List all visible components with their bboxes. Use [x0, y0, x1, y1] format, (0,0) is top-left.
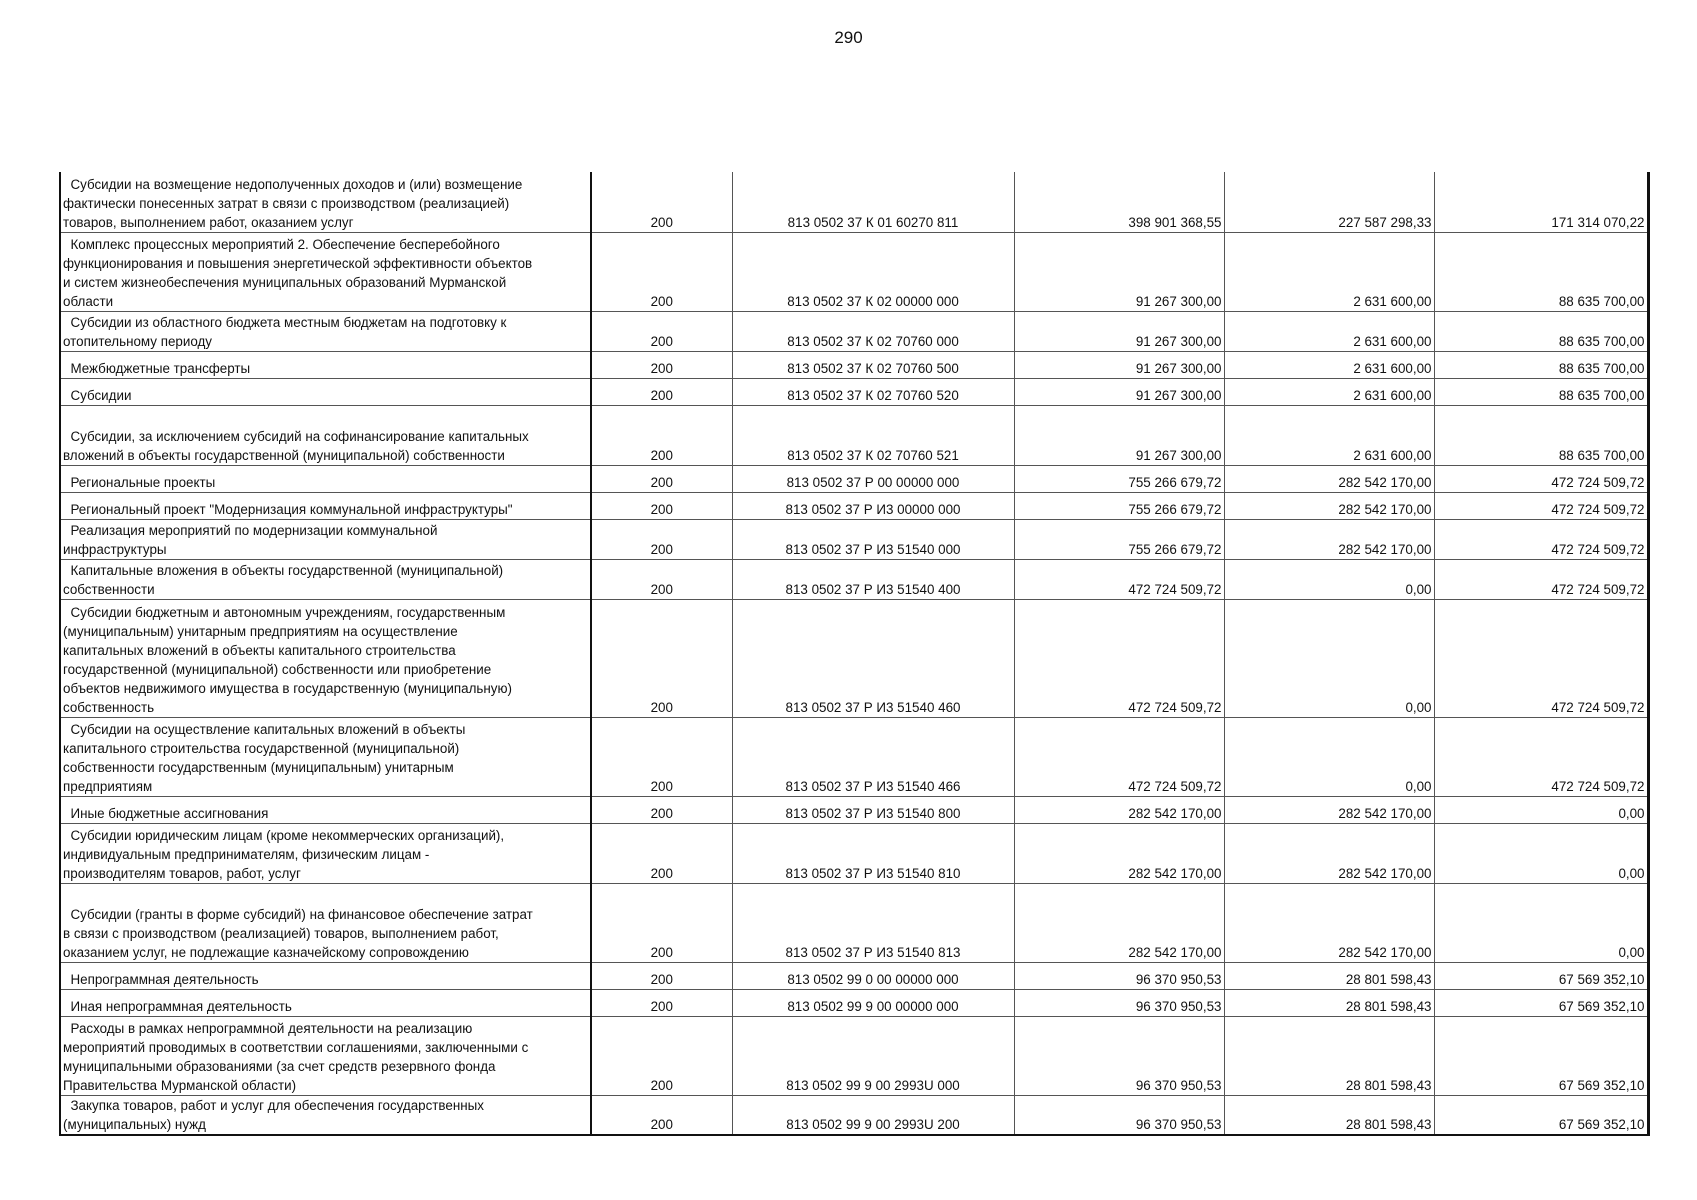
row-name-cell: Иная непрограммная деятельность — [60, 989, 591, 1016]
row-name-cell: Расходы в рамках непрограммной деятельности на реализацию мероприятий проводимых в соответствии соглашениями, заключенными с муниципальными образованиями (за счет средств резервного фонда Правительства Мурманской области) — [60, 1016, 591, 1095]
row-code-cell: 200 — [591, 1016, 732, 1095]
row-kbk-cell: 813 0502 99 0 00 00000 000 — [732, 962, 1014, 989]
row-code-cell: 200 — [591, 962, 732, 989]
row-value-2-cell: 282 542 170,00 — [1224, 519, 1434, 559]
row-name-cell: Региональный проект "Модернизация коммунальной инфраструктуры" — [60, 492, 591, 519]
row-name-cell: Субсидии (гранты в форме субсидий) на финансовое обеспечение затрат в связи с производством (реализацией) товаров, выполнением работ, оказанием услуг, не подлежащие казначейскому сопровождению — [60, 883, 591, 962]
table-row — [60, 1095, 1648, 1135]
row-value-1-cell: 96 370 950,53 — [1014, 1016, 1224, 1095]
budget-table — [59, 172, 1650, 1136]
row-name-cell: Субсидии бюджетным и автономным учреждениям, государственным (муниципальным) унитарным предприятиям на осуществление капитальных вложений в объекты капитального строительства государственной (муниципальной) собственности или приобретение объектов недвижимого имущества в государственную (муниципальную) собственность — [60, 599, 591, 717]
row-kbk-cell: 813 0502 37 Р И3 51540 800 — [732, 796, 1014, 823]
row-value-1-cell: 282 542 170,00 — [1014, 796, 1224, 823]
table-row — [60, 405, 1648, 465]
row-kbk-cell: 813 0502 37 К 01 60270 811 — [732, 172, 1014, 232]
row-name-cell: Субсидии — [60, 378, 591, 405]
table-row — [60, 717, 1648, 796]
row-value-1-cell: 755 266 679,72 — [1014, 465, 1224, 492]
row-kbk-cell: 813 0502 37 К 02 70760 520 — [732, 378, 1014, 405]
table-row — [60, 172, 1648, 232]
row-code-cell: 200 — [591, 172, 732, 232]
row-value-2-cell: 0,00 — [1224, 717, 1434, 796]
row-code-cell: 200 — [591, 311, 732, 351]
row-code-cell: 200 — [591, 796, 732, 823]
row-name-cell: Субсидии на возмещение недополученных доходов и (или) возмещение фактически понесенных затрат в связи с производством (реализацией) товаров, выполнением работ, оказанием услуг — [60, 172, 591, 232]
table-row — [60, 823, 1648, 883]
row-value-1-cell: 398 901 368,55 — [1014, 172, 1224, 232]
row-value-1-cell: 91 267 300,00 — [1014, 378, 1224, 405]
row-name-cell: Капитальные вложения в объекты государственной (муниципальной) собственности — [60, 559, 591, 599]
row-name-cell: Реализация мероприятий по модернизации коммунальной инфраструктуры — [60, 519, 591, 559]
row-value-1-cell: 91 267 300,00 — [1014, 405, 1224, 465]
table-row — [60, 883, 1648, 962]
row-value-2-cell: 282 542 170,00 — [1224, 883, 1434, 962]
row-value-2-cell: 282 542 170,00 — [1224, 796, 1434, 823]
row-code-cell: 200 — [591, 989, 732, 1016]
table-row — [60, 962, 1648, 989]
table-row — [60, 559, 1648, 599]
row-name-cell: Закупка товаров, работ и услуг для обеспечения государственных (муниципальных) нужд — [60, 1095, 591, 1135]
row-kbk-cell: 813 0502 37 К 02 70760 521 — [732, 405, 1014, 465]
row-value-3-cell: 171 314 070,22 — [1434, 172, 1648, 232]
row-kbk-cell: 813 0502 37 Р И3 51540 810 — [732, 823, 1014, 883]
row-code-cell: 200 — [591, 883, 732, 962]
row-value-2-cell: 2 631 600,00 — [1224, 405, 1434, 465]
row-value-3-cell: 0,00 — [1434, 796, 1648, 823]
row-name-cell: Иные бюджетные ассигнования — [60, 796, 591, 823]
row-value-2-cell: 282 542 170,00 — [1224, 492, 1434, 519]
row-value-2-cell: 28 801 598,43 — [1224, 962, 1434, 989]
row-value-1-cell: 282 542 170,00 — [1014, 883, 1224, 962]
row-value-3-cell: 0,00 — [1434, 883, 1648, 962]
row-code-cell: 200 — [591, 232, 732, 311]
row-kbk-cell: 813 0502 99 9 00 2993U 000 — [732, 1016, 1014, 1095]
table-row — [60, 232, 1648, 311]
row-value-3-cell: 472 724 509,72 — [1434, 599, 1648, 717]
row-code-cell: 200 — [591, 599, 732, 717]
row-value-2-cell: 0,00 — [1224, 559, 1434, 599]
row-kbk-cell: 813 0502 37 Р 00 00000 000 — [732, 465, 1014, 492]
row-value-2-cell: 0,00 — [1224, 599, 1434, 717]
row-value-1-cell: 91 267 300,00 — [1014, 311, 1224, 351]
table-row — [60, 351, 1648, 378]
row-value-2-cell: 28 801 598,43 — [1224, 1095, 1434, 1135]
row-value-2-cell: 282 542 170,00 — [1224, 823, 1434, 883]
table-row — [60, 989, 1648, 1016]
row-value-3-cell: 67 569 352,10 — [1434, 1095, 1648, 1135]
row-value-2-cell: 2 631 600,00 — [1224, 232, 1434, 311]
table-row — [60, 311, 1648, 351]
row-name-cell: Непрограммная деятельность — [60, 962, 591, 989]
row-value-3-cell: 88 635 700,00 — [1434, 351, 1648, 378]
table-row — [60, 599, 1648, 717]
row-name-cell: Субсидии из областного бюджета местным бюджетам на подготовку к отопительному периоду — [60, 311, 591, 351]
row-name-cell: Субсидии на осуществление капитальных вложений в объекты капитального строительства государственной (муниципальной) собственности государственным (муниципальным) унитарным предприятиям — [60, 717, 591, 796]
table-row — [60, 378, 1648, 405]
row-kbk-cell: 813 0502 37 Р И3 00000 000 — [732, 492, 1014, 519]
row-value-1-cell: 96 370 950,53 — [1014, 989, 1224, 1016]
row-value-3-cell: 88 635 700,00 — [1434, 405, 1648, 465]
row-value-1-cell: 96 370 950,53 — [1014, 1095, 1224, 1135]
row-value-3-cell: 472 724 509,72 — [1434, 717, 1648, 796]
row-name-cell: Региональные проекты — [60, 465, 591, 492]
row-name-cell: Субсидии юридическим лицам (кроме некоммерческих организаций), индивидуальным предпринимателям, физическим лицам - производителям товаров, работ, услуг — [60, 823, 591, 883]
table-row — [60, 519, 1648, 559]
row-value-1-cell: 755 266 679,72 — [1014, 519, 1224, 559]
row-name-cell: Комплекс процессных мероприятий 2. Обеспечение бесперебойного функционирования и повышения энергетической эффективности объектов и систем жизнеобеспечения муниципальных образований Мурманской области — [60, 232, 591, 311]
row-code-cell: 200 — [591, 465, 732, 492]
row-value-2-cell: 282 542 170,00 — [1224, 465, 1434, 492]
row-value-1-cell: 755 266 679,72 — [1014, 492, 1224, 519]
row-kbk-cell: 813 0502 37 Р И3 51540 466 — [732, 717, 1014, 796]
row-kbk-cell: 813 0502 37 Р И3 51540 813 — [732, 883, 1014, 962]
table-row — [60, 796, 1648, 823]
row-code-cell: 200 — [591, 717, 732, 796]
row-name-cell: Межбюджетные трансферты — [60, 351, 591, 378]
row-value-2-cell: 227 587 298,33 — [1224, 172, 1434, 232]
row-name-cell: Субсидии, за исключением субсидий на софинансирование капитальных вложений в объекты государственной (муниципальной) собственности — [60, 405, 591, 465]
row-kbk-cell: 813 0502 37 К 02 70760 000 — [732, 311, 1014, 351]
row-value-3-cell: 88 635 700,00 — [1434, 378, 1648, 405]
row-code-cell: 200 — [591, 559, 732, 599]
row-code-cell: 200 — [591, 405, 732, 465]
budget-table-body — [60, 172, 1648, 1135]
row-kbk-cell: 813 0502 37 К 02 70760 500 — [732, 351, 1014, 378]
row-value-3-cell: 472 724 509,72 — [1434, 492, 1648, 519]
table-row — [60, 1016, 1648, 1095]
row-code-cell: 200 — [591, 1095, 732, 1135]
row-value-1-cell: 91 267 300,00 — [1014, 232, 1224, 311]
row-code-cell: 200 — [591, 823, 732, 883]
row-kbk-cell: 813 0502 37 К 02 00000 000 — [732, 232, 1014, 311]
table-row — [60, 492, 1648, 519]
row-value-1-cell: 96 370 950,53 — [1014, 962, 1224, 989]
row-value-1-cell: 472 724 509,72 — [1014, 599, 1224, 717]
row-code-cell: 200 — [591, 378, 732, 405]
row-value-3-cell: 472 724 509,72 — [1434, 465, 1648, 492]
row-kbk-cell: 813 0502 99 9 00 2993U 200 — [732, 1095, 1014, 1135]
row-value-3-cell: 0,00 — [1434, 823, 1648, 883]
row-value-3-cell: 472 724 509,72 — [1434, 519, 1648, 559]
row-value-3-cell: 67 569 352,10 — [1434, 962, 1648, 989]
row-value-2-cell: 28 801 598,43 — [1224, 989, 1434, 1016]
row-kbk-cell: 813 0502 37 Р И3 51540 460 — [732, 599, 1014, 717]
row-value-3-cell: 88 635 700,00 — [1434, 311, 1648, 351]
row-value-1-cell: 282 542 170,00 — [1014, 823, 1224, 883]
row-kbk-cell: 813 0502 99 9 00 00000 000 — [732, 989, 1014, 1016]
table-row — [60, 465, 1648, 492]
row-value-3-cell: 67 569 352,10 — [1434, 989, 1648, 1016]
row-code-cell: 200 — [591, 519, 732, 559]
row-value-1-cell: 472 724 509,72 — [1014, 559, 1224, 599]
row-value-2-cell: 2 631 600,00 — [1224, 378, 1434, 405]
page-number: 290 — [834, 28, 863, 47]
row-value-2-cell: 28 801 598,43 — [1224, 1016, 1434, 1095]
row-kbk-cell: 813 0502 37 Р И3 51540 000 — [732, 519, 1014, 559]
row-value-2-cell: 2 631 600,00 — [1224, 311, 1434, 351]
row-value-3-cell: 67 569 352,10 — [1434, 1016, 1648, 1095]
row-value-3-cell: 472 724 509,72 — [1434, 559, 1648, 599]
row-value-1-cell: 472 724 509,72 — [1014, 717, 1224, 796]
row-value-2-cell: 2 631 600,00 — [1224, 351, 1434, 378]
row-value-1-cell: 91 267 300,00 — [1014, 351, 1224, 378]
row-code-cell: 200 — [591, 492, 732, 519]
row-code-cell: 200 — [591, 351, 732, 378]
row-kbk-cell: 813 0502 37 Р И3 51540 400 — [732, 559, 1014, 599]
row-value-3-cell: 88 635 700,00 — [1434, 232, 1648, 311]
